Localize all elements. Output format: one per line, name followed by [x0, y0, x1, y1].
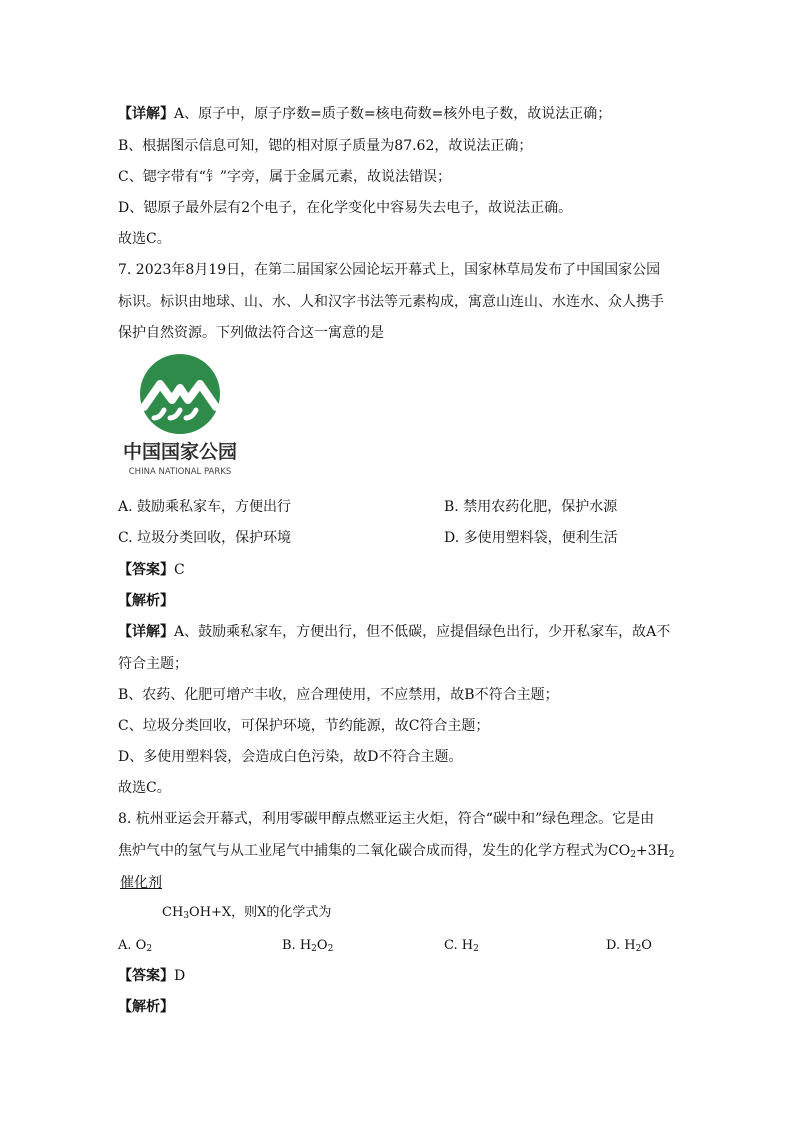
- opt-text: B. H: [282, 938, 312, 953]
- opt-text: C. H: [444, 938, 474, 953]
- detail-a-text: A、原子中，原子序数=质子数=核电荷数=核外电子数，故说法正确；: [174, 106, 612, 122]
- q7-conclusion: 故选C。: [118, 780, 171, 796]
- subscript: 2: [311, 944, 317, 954]
- q7-stem-line3: 保护自然资源。下列做法符合这一寓意的是: [118, 325, 384, 341]
- q7-analysis-tag: 【解析】: [118, 593, 174, 609]
- q7-stem-line2: 标识。标识由地球、山、水、人和汉字书法等元素构成，寓意山连山、水连水、众人携手: [118, 294, 664, 310]
- logo-en-text: CHINA NATIONAL PARKS: [128, 467, 232, 477]
- q8-option-a: [118, 936, 152, 959]
- q7-detail-a2: 符合主题；: [118, 656, 188, 672]
- q7-option-b: B. 禁用农药化肥，保护水源: [444, 499, 618, 515]
- q7-detail-d: D、多使用塑料袋，会造成白色污染，故D不符合主题。: [118, 749, 463, 765]
- china-national-parks-logo: [118, 352, 243, 486]
- detail-tag: 【详解】: [118, 106, 174, 122]
- answer-tag: 【答案】: [118, 562, 174, 578]
- logo-icon: [118, 352, 243, 482]
- subscript: 2: [630, 850, 636, 860]
- q8-option-d: [606, 936, 652, 959]
- q8-equation-product: [162, 903, 331, 926]
- eq-pre: CH: [162, 905, 184, 920]
- q7-detail-a1: [118, 622, 670, 642]
- opt-text: O: [641, 938, 652, 953]
- q8-stem-line2: [118, 841, 675, 865]
- q8-option-c: [444, 936, 479, 959]
- q8-catalyst: [120, 873, 162, 893]
- q8-answer: [118, 966, 185, 986]
- stem2-mid: +3H: [635, 843, 669, 859]
- subscript: 2: [327, 944, 334, 954]
- logo-cn-text: 中国国家公园: [122, 441, 238, 463]
- subscript: 2: [146, 944, 153, 954]
- detail-tag: 【详解】: [118, 624, 174, 640]
- answer-value: D: [174, 968, 186, 984]
- opt-text: D. H: [606, 938, 636, 953]
- q7-option-d: D. 多使用塑料袋，便利生活: [444, 530, 618, 546]
- q6-detail-d: D、锶原子最外层有2个电子，在化学变化中容易失去电子，故说法正确。: [118, 200, 573, 216]
- subscript: 2: [668, 850, 675, 860]
- q7-detail-b: B、农药、化肥可增产丰收，应合理使用，不应禁用，故B不符合主题；: [118, 687, 559, 703]
- opt-text: O: [316, 938, 328, 953]
- eq-post: OH+X，则X的化学式为: [189, 905, 332, 920]
- q7-detail-c: C、垃圾分类回收，可保护环境，节约能源，故C符合主题；: [118, 718, 490, 734]
- q6-detail-a: [118, 104, 611, 124]
- catalyst-text: 催化剂: [120, 875, 162, 891]
- subscript: 2: [473, 944, 479, 954]
- answer-tag: 【答案】: [118, 968, 174, 984]
- q6-conclusion: 故选C。: [118, 231, 171, 247]
- detail-a1-text: A、鼓励乘私家车，方便出行，但不低碳，应提倡绿色出行，少开私家车，故A不: [174, 624, 671, 640]
- subscript: 2: [635, 944, 642, 954]
- q8-option-b: [282, 936, 333, 959]
- q7-option-c: C. 垃圾分类回收，保护环境: [118, 530, 292, 546]
- q6-detail-b: B、根据图示信息可知，锶的相对原子质量为87.62，故说法正确；: [118, 138, 533, 154]
- subscript: 3: [183, 911, 190, 921]
- q6-detail-c: C、锶字带有“钅”字旁，属于金属元素，故说法错误；: [118, 169, 452, 185]
- q7-answer: [118, 560, 185, 580]
- q7-option-a: A. 鼓励乘私家车，方便出行: [118, 499, 292, 515]
- answer-value: C: [174, 562, 185, 578]
- q7-stem-line1: 7. 2023年8月19日，在第二届国家公园论坛开幕式上，国家林草局发布了中国国家公园: [118, 262, 661, 278]
- stem2-text: 焦炉气中的氢气与从工业尾气中捕集的二氧化碳合成而得，发生的化学方程式为CO: [118, 843, 631, 859]
- opt-text: A. O: [118, 938, 147, 953]
- q8-analysis-tag: 【解析】: [118, 999, 174, 1015]
- q8-stem-line1: 8. 杭州亚运会开幕式，利用零碳甲醇点燃亚运主火炬，符合“碳中和”绿色理念。它是由: [118, 811, 655, 827]
